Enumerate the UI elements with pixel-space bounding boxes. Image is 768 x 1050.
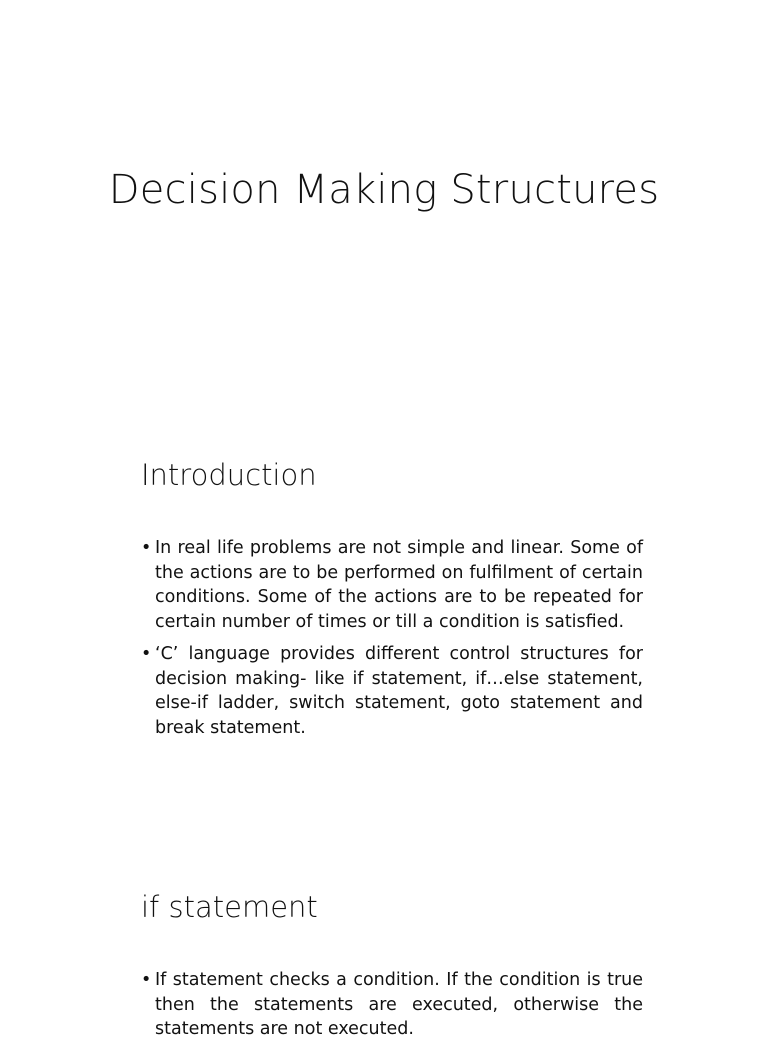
section-heading-if-statement: if statement (141, 890, 318, 924)
bullet-text: In real life problems are not simple and linear. Some of the actions are to be performed on fulfilment of certain conditions. Some of the actions are to be repeated for certain number of times or till a condition is satisfied. (155, 538, 643, 632)
bullet-text: ‘C’ language provides different control structures for decision making- like if statement, if…else statement, else-if ladder, switch statement, goto statement and break statement. (155, 644, 643, 738)
bullet-dot-icon: • (141, 538, 152, 558)
bullet-item (141, 536, 643, 634)
if-statement-slide (0, 864, 768, 1039)
bullet-text: If statement checks a condition. If the condition is true then the statements are executed, otherwise the statements are not executed. (155, 970, 643, 1039)
bullet-dot-icon: • (141, 644, 152, 664)
bullet-list (141, 536, 643, 748)
title-slide (0, 0, 768, 432)
bullet-item (141, 968, 643, 1042)
bullet-dot-icon: • (141, 970, 152, 990)
introduction-slide (0, 432, 768, 864)
bullet-item (141, 642, 643, 740)
bullet-list (141, 968, 643, 1050)
slide-title: Decision Making Structures (108, 167, 660, 213)
section-heading-introduction: Introduction (141, 458, 317, 492)
